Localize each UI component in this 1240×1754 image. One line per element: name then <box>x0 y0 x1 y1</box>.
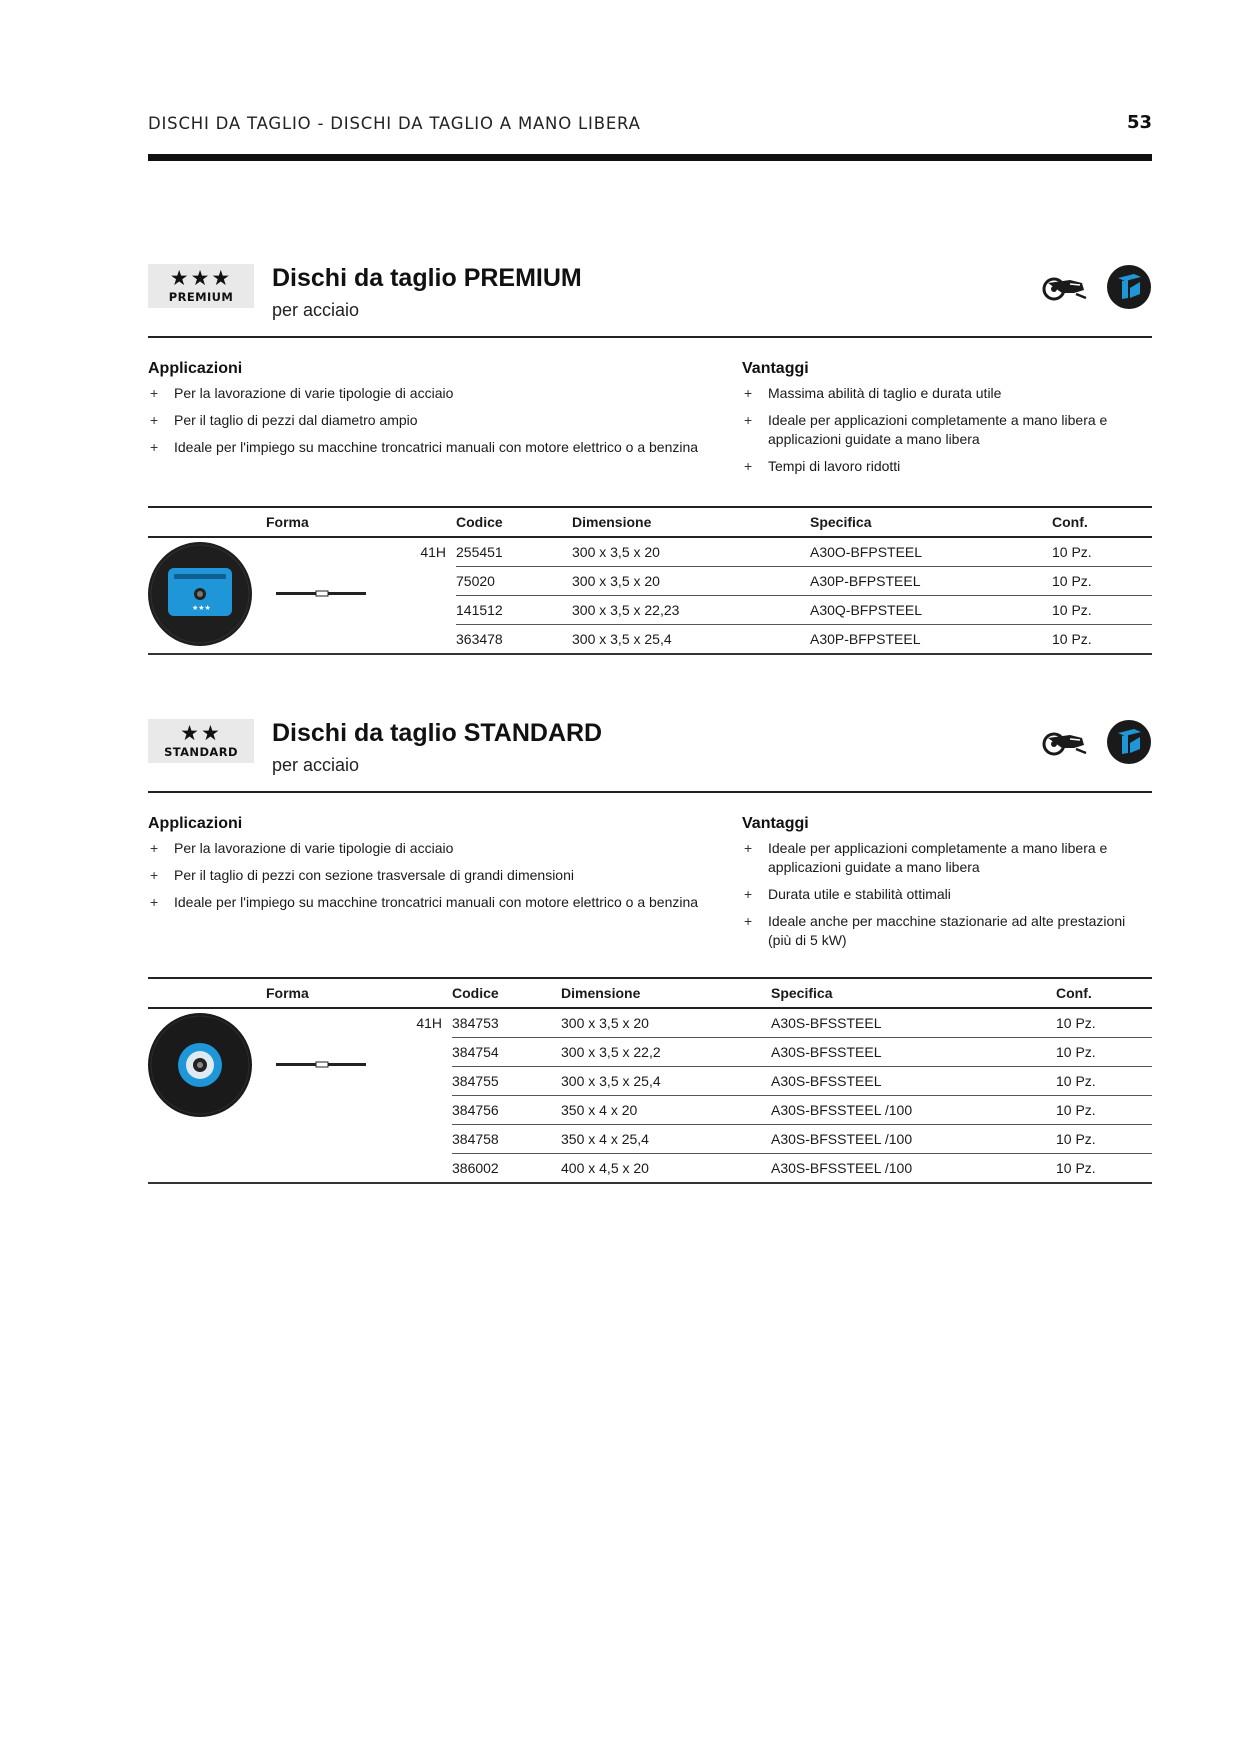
badge-label: STANDARD <box>164 745 238 759</box>
applicazioni-column <box>148 360 738 465</box>
codice-cell: 386002 <box>452 1154 561 1184</box>
applicazioni-column <box>148 815 738 920</box>
plus-icon: + <box>150 385 159 401</box>
vantaggi-heading: Vantaggi <box>742 815 809 832</box>
codice-cell: 384755 <box>452 1067 561 1096</box>
dimensione-cell: 350 x 4 x 20 <box>561 1096 771 1125</box>
list-item <box>148 839 738 858</box>
list-item <box>742 457 1152 476</box>
list-item <box>742 411 1152 449</box>
brand-logo-icon <box>1106 719 1152 765</box>
item-text: Ideale per l'impiego su macchine troncatrici manuali con motore elettrico o a benzina <box>174 894 699 910</box>
section-subtitle: per acciaio <box>272 755 360 775</box>
page-number: 53 <box>1126 112 1152 133</box>
cut-off-saw-icon <box>1040 274 1088 302</box>
plus-icon: + <box>744 840 753 856</box>
specifica-cell: A30Q-BFPSTEEL <box>810 596 1052 625</box>
conf-cell: 10 Pz. <box>1052 537 1152 567</box>
badge-stars: ★★ <box>180 722 222 745</box>
section-subtitle: per acciaio <box>272 300 360 320</box>
col-header-forma: Forma <box>148 507 456 537</box>
dimensione-cell: 350 x 4 x 25,4 <box>561 1125 771 1154</box>
codice-cell: 384758 <box>452 1125 561 1154</box>
conf-cell: 10 Pz. <box>1056 1125 1152 1154</box>
conf-cell: 10 Pz. <box>1056 1038 1152 1067</box>
badge-label: PREMIUM <box>168 290 234 304</box>
cutting-disc-image <box>148 1009 388 1121</box>
plus-icon: + <box>150 412 159 428</box>
list-item <box>742 839 1152 877</box>
list-item <box>148 384 738 403</box>
cutting-disc-image <box>148 538 388 650</box>
specifica-cell: A30S-BFSSTEEL /100 <box>771 1096 1056 1125</box>
col-header-conf: Conf. <box>1056 978 1152 1008</box>
product-table <box>148 506 1152 655</box>
item-text: Ideale per l'impiego su macchine troncatrici manuali con motore elettrico o a benzina <box>174 439 699 455</box>
shape-type: 41H <box>400 537 456 654</box>
cut-off-saw-icon <box>1040 729 1088 757</box>
brand-logo-icon <box>1106 264 1152 310</box>
item-text: Per la lavorazione di varie tipologie di acciaio <box>174 385 454 401</box>
item-text: Tempi di lavoro ridotti <box>768 458 901 474</box>
list-item <box>148 866 738 885</box>
codice-cell: 363478 <box>456 625 572 655</box>
conf-cell: 10 Pz. <box>1052 625 1152 655</box>
dimensione-cell: 300 x 3,5 x 20 <box>572 567 810 596</box>
plus-icon: + <box>150 439 159 455</box>
section-premium <box>148 264 1152 647</box>
codice-cell: 255451 <box>456 537 572 567</box>
plus-icon: + <box>150 867 159 883</box>
plus-icon: + <box>744 412 753 428</box>
conf-cell: 10 Pz. <box>1056 1008 1152 1038</box>
vantaggi-heading: Vantaggi <box>742 360 809 377</box>
section-standard <box>148 719 1152 1176</box>
item-text: Per il taglio di pezzi dal diametro ampio <box>174 412 418 428</box>
conf-cell: 10 Pz. <box>1052 596 1152 625</box>
col-header-specifica: Specifica <box>771 978 1056 1008</box>
list-item <box>742 384 1152 403</box>
codice-cell: 75020 <box>456 567 572 596</box>
specifica-cell: A30O-BFPSTEEL <box>810 537 1052 567</box>
table-header-row <box>148 978 1152 1008</box>
col-header-codice: Codice <box>456 507 572 537</box>
list-item <box>742 912 1152 950</box>
specifica-cell: A30S-BFSSTEEL /100 <box>771 1125 1056 1154</box>
table-header-row <box>148 507 1152 537</box>
col-header-dimensione: Dimensione <box>561 978 771 1008</box>
section-title: Dischi da taglio PREMIUM <box>272 264 582 292</box>
plus-icon: + <box>150 840 159 856</box>
conf-cell: 10 Pz. <box>1056 1096 1152 1125</box>
codice-cell: 141512 <box>456 596 572 625</box>
col-header-dimensione: Dimensione <box>572 507 810 537</box>
product-table <box>148 977 1152 1184</box>
quality-badge <box>148 264 254 308</box>
dimensione-cell: 400 x 4,5 x 20 <box>561 1154 771 1184</box>
specifica-cell: A30S-BFSSTEEL <box>771 1038 1056 1067</box>
codice-cell: 384753 <box>452 1008 561 1038</box>
table-row <box>148 537 1152 567</box>
chapter-title: DISCHI DA TAGLIO - DISCHI DA TAGLIO A MANO LIBERA <box>148 114 641 133</box>
specifica-cell: A30S-BFSSTEEL <box>771 1067 1056 1096</box>
quality-badge <box>148 719 254 763</box>
col-header-conf: Conf. <box>1052 507 1152 537</box>
col-header-forma: Forma <box>148 978 452 1008</box>
applicazioni-heading: Applicazioni <box>148 815 243 832</box>
page-header <box>148 108 1152 161</box>
section-header <box>148 719 1152 793</box>
conf-cell: 10 Pz. <box>1052 567 1152 596</box>
vantaggi-column <box>742 360 1152 484</box>
codice-cell: 384756 <box>452 1096 561 1125</box>
dimensione-cell: 300 x 3,5 x 22,2 <box>561 1038 771 1067</box>
dimensione-cell: 300 x 3,5 x 22,23 <box>572 596 810 625</box>
table-row <box>148 1008 1152 1038</box>
shape-type: 41H <box>400 1008 452 1183</box>
col-header-specifica: Specifica <box>810 507 1052 537</box>
plus-icon: + <box>744 886 753 902</box>
applicazioni-heading: Applicazioni <box>148 360 243 377</box>
specifica-cell: A30S-BFSSTEEL <box>771 1008 1056 1038</box>
item-text: Durata utile e stabilità ottimali <box>768 886 951 902</box>
plus-icon: + <box>150 894 159 910</box>
badge-stars: ★★★ <box>169 267 233 290</box>
dimensione-cell: 300 x 3,5 x 20 <box>561 1008 771 1038</box>
svg-text:★★★: ★★★ <box>192 604 211 612</box>
list-item <box>148 893 738 912</box>
dimensione-cell: 300 x 3,5 x 25,4 <box>572 625 810 655</box>
list-item <box>742 885 1152 904</box>
specifica-cell: A30P-BFPSTEEL <box>810 625 1052 655</box>
specifica-cell: A30S-BFSSTEEL /100 <box>771 1154 1056 1184</box>
plus-icon: + <box>744 458 753 474</box>
item-text: Ideale anche per macchine stazionarie ad alte prestazioni (più di 5 kW) <box>768 913 1126 948</box>
dimensione-cell: 300 x 3,5 x 25,4 <box>561 1067 771 1096</box>
col-header-codice: Codice <box>452 978 561 1008</box>
item-text: Per il taglio di pezzi con sezione trasversale di grandi dimensioni <box>174 867 574 883</box>
list-item <box>148 438 738 457</box>
item-text: Per la lavorazione di varie tipologie di acciaio <box>174 840 454 856</box>
plus-icon: + <box>744 913 753 929</box>
shape-cell <box>148 1008 400 1183</box>
section-header <box>148 264 1152 338</box>
section-title: Dischi da taglio STANDARD <box>272 719 603 747</box>
conf-cell: 10 Pz. <box>1056 1067 1152 1096</box>
item-text: Ideale per applicazioni completamente a mano libera e applicazioni guidate a mano libera <box>768 412 1108 447</box>
item-text: Ideale per applicazioni completamente a mano libera e applicazioni guidate a mano libera <box>768 840 1108 875</box>
item-text: Massima abilità di taglio e durata utile <box>768 385 1002 401</box>
list-item <box>148 411 738 430</box>
plus-icon: + <box>744 385 753 401</box>
vantaggi-column <box>742 815 1152 958</box>
shape-cell <box>148 537 400 654</box>
dimensione-cell: 300 x 3,5 x 20 <box>572 537 810 567</box>
conf-cell: 10 Pz. <box>1056 1154 1152 1184</box>
specifica-cell: A30P-BFPSTEEL <box>810 567 1052 596</box>
codice-cell: 384754 <box>452 1038 561 1067</box>
